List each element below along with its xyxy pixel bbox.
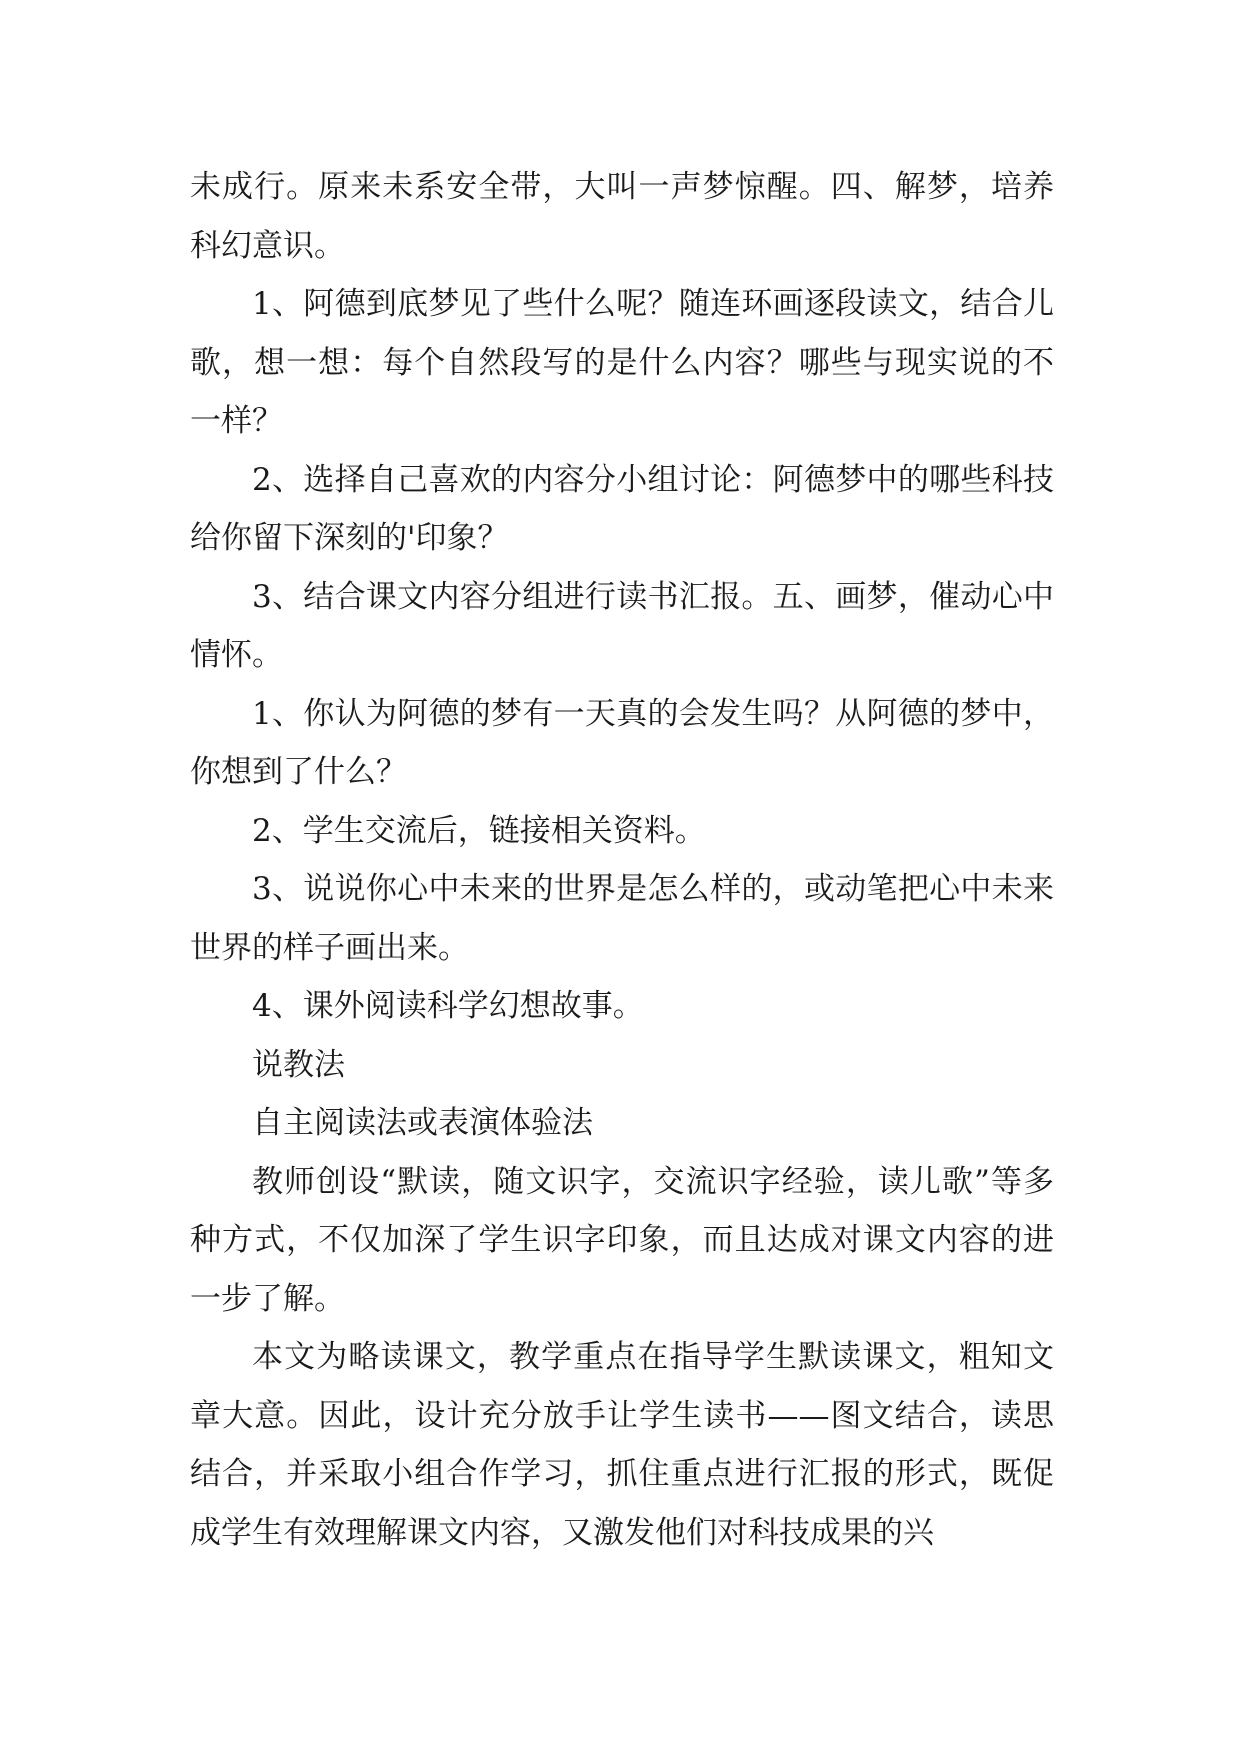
paragraph-step-1b: 1、你认为阿德的梦有一天真的会发生吗？从阿德的梦中，你想到了什么？: [190, 695, 1054, 790]
subheading-method: 自主阅读法或表演体验法: [252, 1105, 593, 1141]
paragraph-skim-reading: 本文为略读课文，教学重点在指导学生默读课文，粗知文章大意。因此，设计充分放手让学生读书——图文结合，读思结合，并采取小组合作学习，抓住重点进行汇报的形式，既促成学生有效理解课文内容，又激发他们对科技成果的兴: [190, 1339, 1054, 1551]
paragraph-step-1: 1、阿德到底梦见了些什么呢？随连环画逐段读文，结合儿歌，想一想：每个自然段写的是什么内容？哪些与现实说的不一样？: [190, 286, 1054, 439]
paragraph-teacher-design: 教师创设“默读，随文识字，交流识字经验，读儿歌”等多种方式，不仅加深了学生识字印象，而且达成对课文内容的进一步了解。: [190, 1163, 1054, 1317]
paragraph-step-2: 2、选择自己喜欢的内容分小组讨论：阿德梦中的哪些科技给你留下深刻的'印象？: [190, 461, 1054, 556]
paragraph-step-4: 4、课外阅读科学幻想故事。: [252, 988, 644, 1024]
paragraph-continuation: 未成行。原来未系安全带，大叫一声梦惊醒。四、解梦，培养科幻意识。: [190, 169, 1054, 264]
section-heading-teaching-method: 说教法: [252, 1046, 345, 1083]
document-body: [190, 158, 1054, 1562]
paragraph-step-3b: 3、说说你心中未来的世界是怎么样的，或动笔把心中未来世界的样子画出来。: [190, 871, 1054, 966]
paragraph-step-3: 3、结合课文内容分组进行读书汇报。五、画梦，催动心中情怀。: [190, 578, 1054, 673]
paragraph-step-2b: 2、学生交流后，链接相关资料。: [252, 812, 706, 849]
